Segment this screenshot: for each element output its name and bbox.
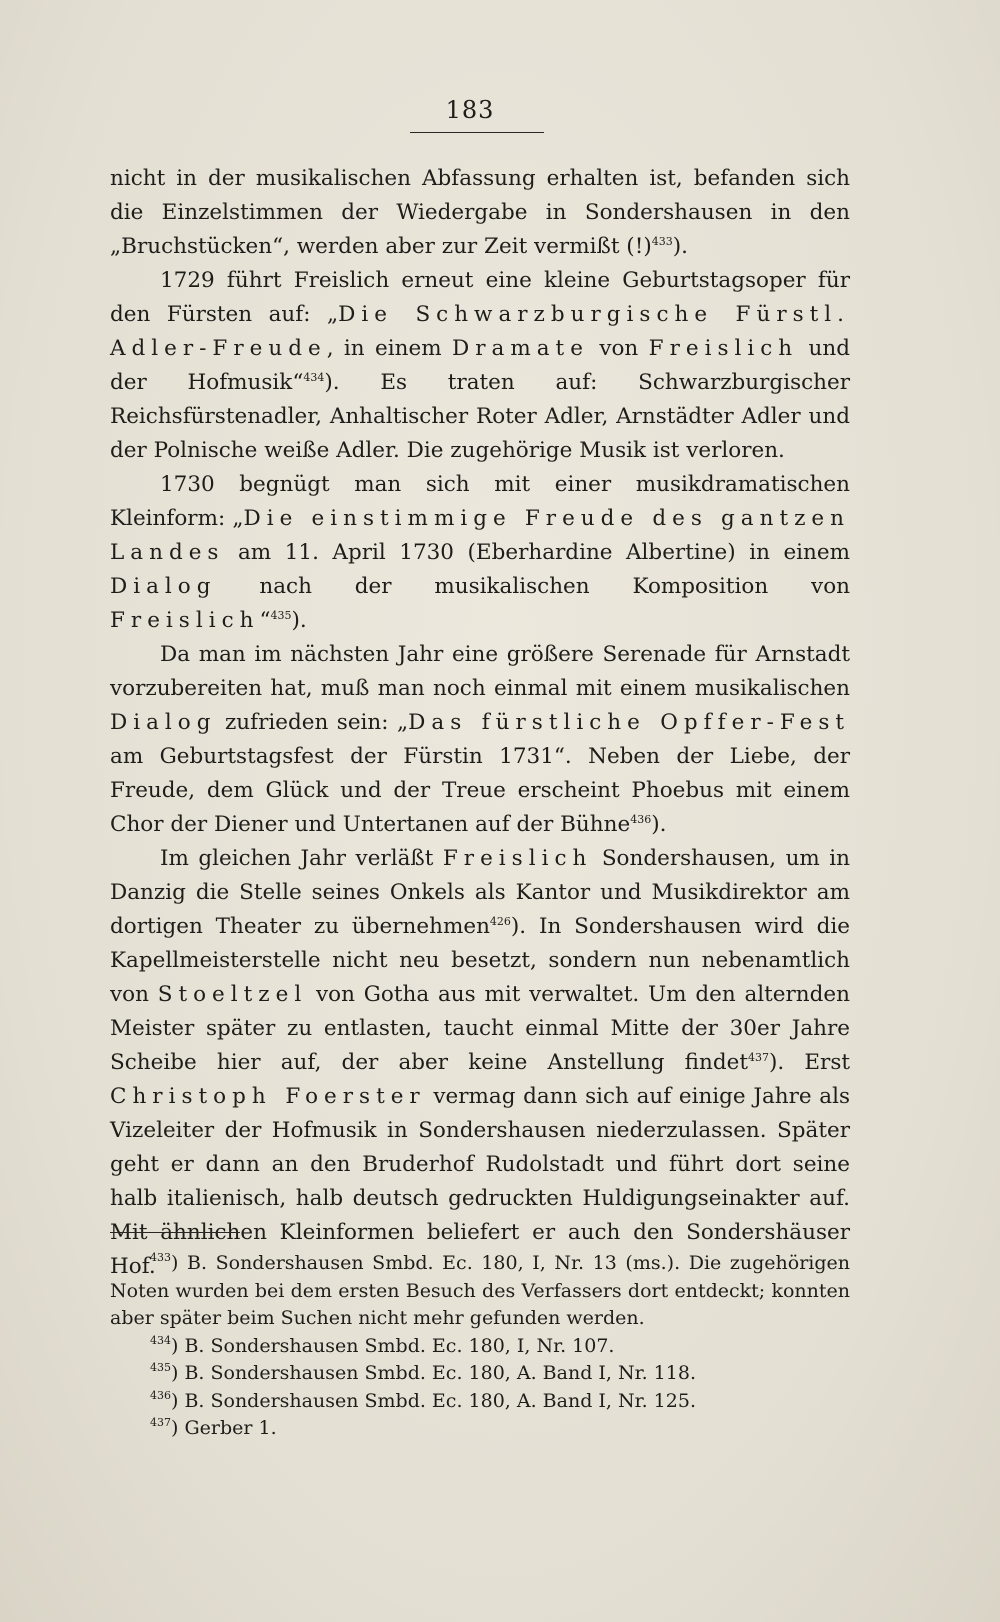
text-run: ). xyxy=(291,608,307,633)
footnote-ref: 433 xyxy=(651,235,673,248)
work-title: Das fürstliche Opffer-Fest xyxy=(408,710,850,735)
paragraph-3 xyxy=(110,468,850,638)
footnote xyxy=(110,1415,850,1443)
footnote-number: 436 xyxy=(150,1388,171,1402)
text-run: vermag dann sich auf einige Jahre als Vizeleiter der Hofmusik in Sondershausen niederzulassen. Später geht er dann an den Bruderhof Rudolstadt und führt dort seine halb italienisch, halb deutsch gedruckten Huldigungseinakter auf. Mit ähnlichen Kleinformen beliefert er auch den Sondershäuser Hof. xyxy=(110,1084,851,1279)
text-run: nach der musikalischen Komposition von xyxy=(216,574,850,599)
emphasis: Dialog xyxy=(110,574,217,599)
footnote-text: ) Gerber 1. xyxy=(171,1417,277,1439)
emphasis: Dialog xyxy=(110,710,217,735)
composer-name: Freislich xyxy=(110,608,260,633)
text-run: am Geburtstagsfest der Fürstin 1731“. Neben der Liebe, der Freude, dem Glück und der Treue erscheint Phoebus mit einem Chor der Diener und Untertanen auf der Bühne xyxy=(110,744,850,837)
text-run: ). In Sondershausen wird die Kapellmeisterstelle nicht neu besetzt, sondern nun nebenamtlich von xyxy=(110,914,850,1007)
text-run: ). Erst xyxy=(768,1050,850,1075)
paragraph-5 xyxy=(110,842,850,1284)
text-run: und der Hofmusik“ xyxy=(110,336,851,395)
header-rule xyxy=(410,132,544,133)
footnote-number: 437 xyxy=(150,1416,171,1429)
main-text xyxy=(110,162,850,1284)
footnote-ref: 426 xyxy=(489,915,511,928)
text-run: Sondershausen, um in Danzig die Stelle seines Onkels als Kantor und Musikdirektor am dortigen Theater zu übernehmen xyxy=(110,846,850,939)
footnote-text: ) B. Sondershausen Smbd. Ec. 180, A. Band I, Nr. 118. xyxy=(171,1362,696,1384)
footnote xyxy=(110,1250,850,1333)
composer-name: Christoph Foerster xyxy=(110,1084,426,1109)
text-run: von xyxy=(588,336,649,361)
footnote-ref: 436 xyxy=(630,813,652,826)
footnote-text: ) B. Sondershausen Smbd. Ec. 180, A. Band I, Nr. 125. xyxy=(171,1389,696,1412)
footnote-number: 434 xyxy=(150,1333,171,1347)
text-run: Im gleichen Jahr verläßt xyxy=(160,846,443,871)
text-run: 1729 führt Freislich erneut eine kleine Geburtstagsoper für den Fürsten auf: „ xyxy=(110,268,850,327)
paragraph-1 xyxy=(110,162,850,264)
paragraph-2 xyxy=(110,264,850,468)
footnote xyxy=(110,1388,850,1416)
text-run: zufrieden sein: „ xyxy=(216,710,409,735)
footnote-number: 433 xyxy=(150,1251,171,1264)
footnote-text: ) B. Sondershausen Smbd. Ec. 180, I, Nr. 107. xyxy=(171,1334,615,1357)
text-run: 1730 begnügt man sich mit einer musikdramatischen Kleinform: „ xyxy=(110,472,850,531)
text-run: “ xyxy=(259,608,271,633)
composer-name: Freislich xyxy=(442,846,593,871)
footnote-ref: 434 xyxy=(303,371,325,384)
footnote-ref: 437 xyxy=(747,1051,769,1064)
text-run: Da man im nächsten Jahr eine größere Serenade für Arnstadt vorzubereiten hat, muß man noch einmal mit einem musikalischen xyxy=(110,642,850,701)
composer-name: Freislich xyxy=(648,336,799,361)
footnote-number: 435 xyxy=(150,1361,171,1374)
text-run: von Gotha aus mit verwaltet. Um den alternden Meister später zu entlasten, taucht einmal Mitte der 30er Jahre Scheibe hier auf, der aber keine Anstellung findet xyxy=(110,982,850,1075)
footnote xyxy=(110,1360,850,1388)
footnote-ref: 435 xyxy=(270,609,292,622)
text-run: ). xyxy=(651,812,667,837)
footnotes xyxy=(110,1250,850,1443)
composer-name: Stoeltzel xyxy=(157,982,308,1007)
paragraph-4 xyxy=(110,638,850,842)
text-run: am 11. April 1730 (Eberhardine Albertine) in einem xyxy=(224,540,850,565)
footnote-text: ) B. Sondershausen Smbd. Ec. 180, I, Nr. 13 (ms.). Die zugehörigen Noten wurden bei dem ersten Besuch des Verfassers dort entdeckt; konnten aber später beim Suchen nicht mehr gefunden werden. xyxy=(110,1252,850,1329)
page-number: 183 xyxy=(445,96,495,124)
text-run: nicht in der musikalischen Abfassung erhalten ist, befanden sich die Einzelstimmen der Wiedergabe in Sondershausen in den „Bruchstücken“, werden aber zur Zeit vermißt (!) xyxy=(110,166,850,259)
footnote xyxy=(110,1333,850,1361)
text-run: ). xyxy=(672,234,688,259)
footnote-rule xyxy=(110,1232,240,1233)
work-title: Die einstimmige Freude des gantzen Landes xyxy=(110,506,851,565)
work-title: Die Schwarzburgische Fürstl. Adler-Freude xyxy=(110,302,850,361)
text-run: ). Es traten auf: Schwarzburgischer Reichsfürstenadler, Anhaltischer Roter Adler, Arnstädter Adler und der Polnische weiße Adler. Die zugehörige Musik ist verloren. xyxy=(110,370,850,463)
emphasis: Dramate xyxy=(452,336,589,361)
text-run: , in einem xyxy=(326,336,453,361)
